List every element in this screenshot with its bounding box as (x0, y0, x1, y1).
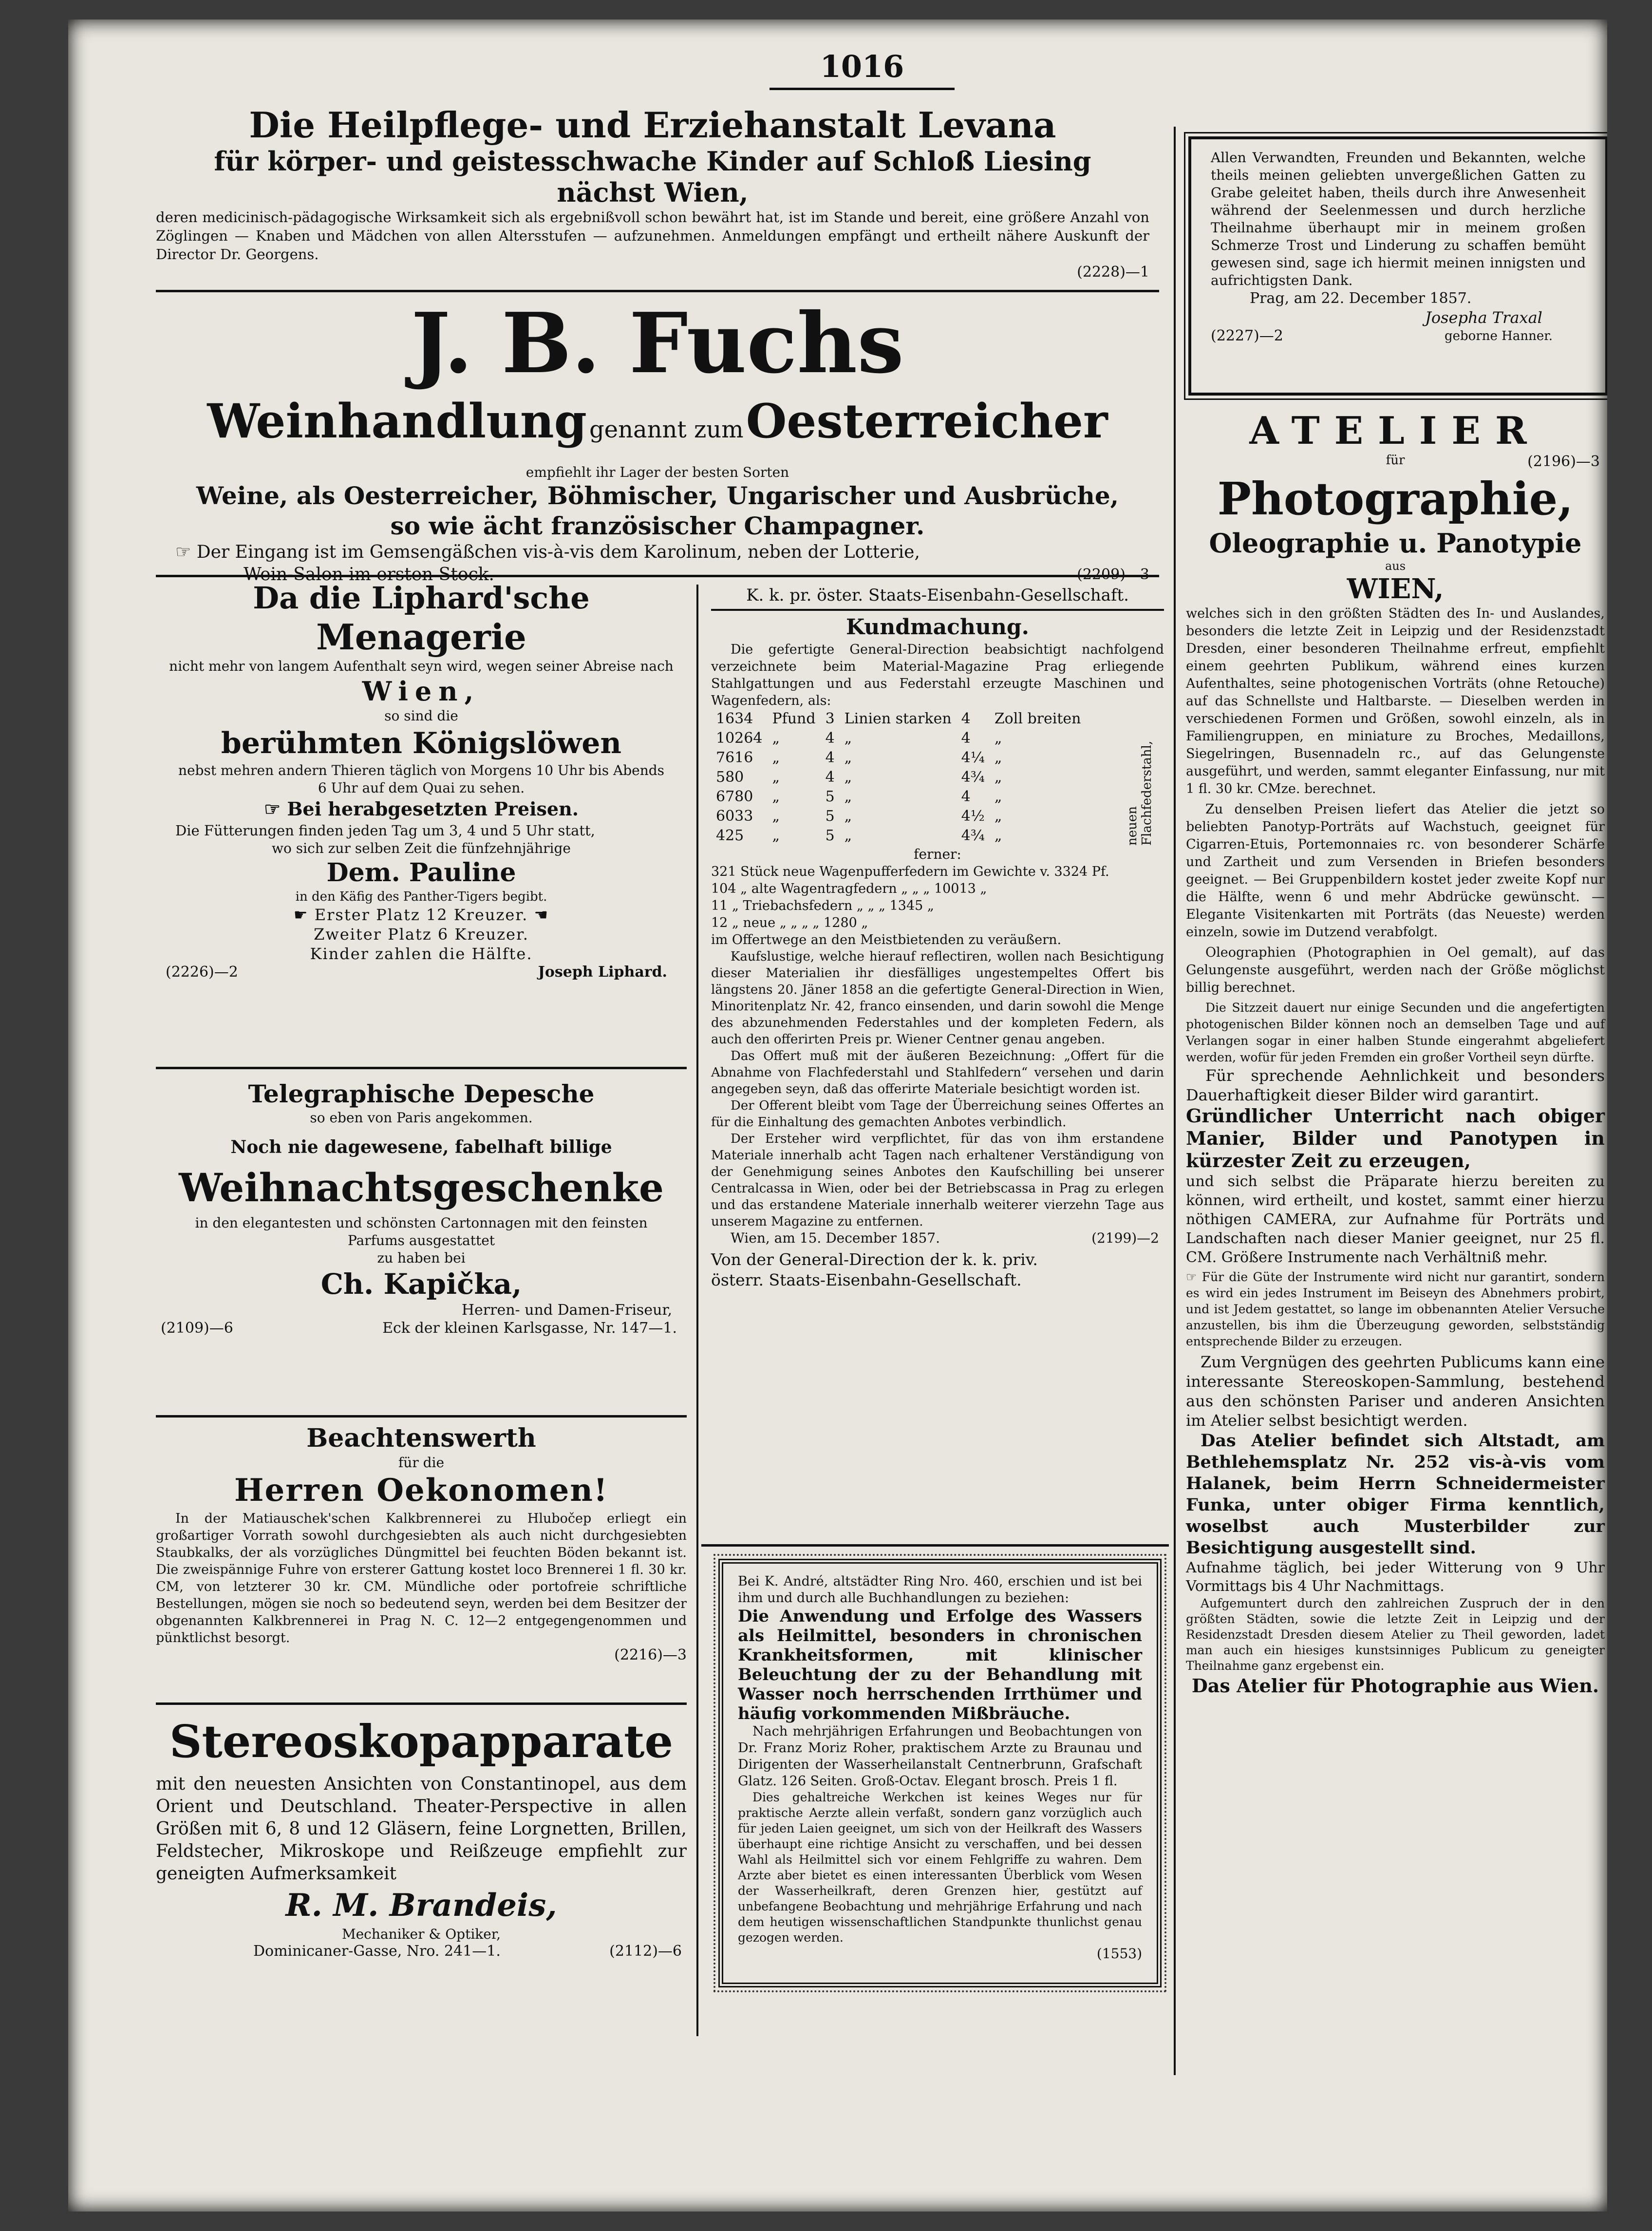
eisenbahn-ad (711, 585, 1164, 1290)
fuchs-title (156, 392, 1159, 464)
eisenbahn-weight-cell: 580 (716, 769, 744, 786)
divider (701, 1544, 1169, 1547)
levana-ad (156, 105, 1149, 281)
kapicka-t6: Eck der kleinen Karlsgasse, Nr. 147—1. (382, 1320, 677, 1337)
divider (156, 575, 1159, 577)
eisenbahn-table-wrap (711, 709, 1164, 846)
brandeis-body: mit den neuesten Ansichten von Constantinopel, aus dem Orient und Deutschland. Theater-Perspective in allen Größen mit 6, 8 und 12 Gläsern, feine Lorgnetten, Brillen, Feldstecher, Mikroskope und Reißzeuge empfiehlt zur geneigten Aufmerksamkeit (156, 1774, 687, 1884)
atelier-photographie: Photographie, (1217, 473, 1574, 525)
fuchs-title-b: genannt zum (589, 416, 744, 443)
menagerie-price1 (156, 905, 687, 925)
eisenbahn-lines-label-cell: „ (844, 788, 852, 805)
kapicka-h3: Ch. Kapička, (320, 1267, 522, 1301)
menagerie-t1: nicht mehr von langem Aufenthalt seyn wird, wegen seiner Abreise nach (169, 658, 674, 674)
kalk-body: In der Matiauschek'schen Kalkbrennerei zu Hlubočep erliegt ein großartiger Vorrath sowohl durchgesiebten als auch nicht durchgesiebten Staubkalks, der als vorzügliches Düngmittel bei feuchten Böden bekannt ist. Die zweispännige Fuhre von ersterer Gattung kostet loco Brennerei 1 fl. 30 kr. CM, von letzterer 30 kr. CM. Mündliche oder portofreie schriftliche Bestellungen, mögen sie noch so bedeutend seyn, werden bei dem Besitzer der obgenannten Kalkbrennerei in Prag N. C. 12—2 entgegengenommen und pünktlichst besorgt. (156, 1511, 687, 1645)
menagerie-ref: (2226)—2 (166, 964, 238, 981)
menagerie-t4 (156, 797, 687, 821)
atelier-p9: Zum Vergnügen des geehrten Publicums kann eine interessante Stereoskopen-Sammlung, bestehend aus den schönsten Pariser und anderen Ansichten im Atelier selbst besichtigt werden. (1186, 1353, 1605, 1430)
eisenbahn-f3: 11 „ Triebachsfedern „ „ „ 1345 „ (711, 898, 934, 913)
brandeis-h2: R. M. Brandeis, (285, 1887, 557, 1924)
andre-p1: Nach mehrjährigen Erfahrungen und Beobachtungen von Dr. Franz Moriz Roher, praktischem Arzte zu Braunau und Dirigenten der Wasserheilanstalt Centnerbrunn, Grafschaft Glatz. 126 Seiten. Groß-Octav. Elegant brosch. Preis 1 fl. (738, 1724, 1142, 1789)
traxal-maiden: geborne Hanner. (1445, 329, 1553, 343)
menagerie-t4-text: Bei herabgesetzten Preisen. (287, 798, 579, 820)
eisenbahn-row (711, 787, 1086, 807)
eisenbahn-f5: im Offertwege an den Meistbietenden zu veräußern. (711, 932, 1062, 947)
fuchs-title-a: Weinhandlung (207, 394, 587, 449)
menagerie-foot (156, 964, 687, 985)
eisenbahn-lines-cell: 5 (825, 808, 835, 825)
eisenbahn-width-cell: 4 (961, 710, 971, 727)
eisenbahn-weight-cell: 6033 (716, 808, 753, 825)
andre-title: Die Anwendung und Erfolge des Wassers als Heilmittel, besonders in chronischen Krankheitsformen, mit klinischer Beleuchtung der zu der Behandlung mit Wasser noch herrschenden Irrthümer und häufig vorkommenden Mißbräuche. (738, 1607, 1142, 1723)
eisenbahn-sign2: österr. Staats-Eisenbahn-Gesellschaft. (711, 1270, 1022, 1289)
eisenbahn-row (711, 729, 1086, 748)
traxal-ref: (2227)—2 (1211, 327, 1283, 344)
page-number-rule (770, 88, 955, 90)
eisenbahn-weight-cell: 6780 (716, 788, 753, 805)
menagerie-h3: Wien, (362, 676, 481, 707)
levana-body: deren medicinisch-pädagogische Wirksamkeit sich als ergebnißvoll schon bewährt hat, ist im Stande und bereit, eine größere Anzahl von Zöglingen — Knaben und Mädchen von allen Altersstufen — aufzunehmen. Anmeldungen empfängt und ertheilt nähere Auskunft der Director Dr. Georgens. (156, 209, 1149, 263)
menagerie-price3: Kinder zahlen die Hälfte. (310, 945, 533, 963)
eisenbahn-row (711, 807, 1086, 826)
pointing-hand-icon: ☞ (264, 798, 287, 820)
atelier-p2: Zu denselben Preisen liefert das Atelier die jetzt so beliebten Panotyp-Porträts auf Wachstuch, geeignet für Cigarren-Etuis, Portemonnaies rc. von besonderer Schärfe und Zartheit und zum Versenden in Briefen besonders geeignet. — Bei Gruppenbildern kostet jeder zweite Kopf nur die Hälfte, wenn 6 und mehr Abdrücke gewünscht. — Elegante Visitenkarten mit Porträts (das Neueste) werden einzeln, sowie im Dutzend verabfolgt. (1186, 802, 1605, 940)
eisenbahn-lines-cell: 4 (825, 769, 835, 786)
eisenbahn-row (711, 748, 1086, 768)
eisenbahn-width-label-cell: „ (994, 827, 1002, 844)
atelier-ref: (2196)—3 (1527, 453, 1600, 470)
eisenbahn-width-label-cell: „ (994, 788, 1002, 805)
eisenbahn-lines-cell: 4 (825, 749, 835, 766)
eisenbahn-f2: 104 „ alte Wagentragfedern „ „ „ 10013 „ (711, 881, 987, 896)
kapicka-h2: Weihnachtsgeschenke (179, 1165, 664, 1210)
eisenbahn-lines-label-cell: Linien starken (844, 710, 952, 727)
atelier-p12: Aufgemuntert durch den zahlreichen Zuspruch der in den größten Städten, sowie die letzte Zeit in Leipzig und der Residenzstadt Dresden diesem Atelier zu Theil geworden, ladet man auch ein hiesiges kunstsinniges Publicum zu geneigter Theilnahme ganz ergebenst ein. (1186, 1596, 1605, 1673)
kalk-h2: Herren Oekonomen! (234, 1472, 608, 1509)
menagerie-h4: berühmten Königslöwen (221, 726, 622, 760)
andre-intro: Bei K. André, altstädter Ring Nro. 460, erschien und ist bei ihm und durch alle Buchhandlungen zu beziehen: (738, 1574, 1142, 1606)
atelier-p4: Die Sitzzeit dauert nur einige Secunden und die angefertigten photogenischen Bilder können noch an demselben Tage und auf Verlangen sogar in einer halben Stunde eingerahmt abgeliefert werden, wofür für jeden Fremden ein großer Vortheil seyn dürfte. (1186, 1001, 1605, 1064)
kapicka-h1: Telegraphische Depesche (248, 1079, 595, 1108)
eisenbahn-width-label-cell: „ (994, 769, 1002, 786)
eisenbahn-h1: K. k. pr. öster. Staats-Eisenbahn-Gesellschaft. (746, 586, 1129, 605)
kalk-ref: (2216)—3 (614, 1646, 687, 1664)
fuchs-line4 (156, 541, 1159, 564)
atelier-p10: Das Atelier befindet sich Altstadt, am Bethlehemsplatz Nr. 252 vis-à-vis vom Halanek, beim Herrn Schneidermeister Funka, unter obiger Firma kenntlich, woselbst auch Musterbilder zur Besichtigung ausgestellt sind. (1186, 1431, 1605, 1558)
column-divider (696, 585, 698, 2036)
brandeis-foot (156, 1943, 687, 1962)
eisenbahn-f1: 321 Stück neue Wagenpufferfedern im Gewichte v. 3324 Pf. (711, 864, 1109, 879)
column-divider (1174, 127, 1176, 2075)
eisenbahn-table (711, 709, 1086, 846)
fuchs-line4-text: Der Eingang ist im Gemsengäßchen vis-à-vis dem Karolinum, neben der Lotterie, (196, 542, 920, 562)
eisenbahn-lines-cell: 3 (825, 710, 835, 727)
eisenbahn-lines-label-cell: „ (844, 808, 852, 825)
fuchs-line2: Weine, als Oesterreicher, Böhmischer, Ungarischer und Ausbrüche, (196, 481, 1119, 510)
eisenbahn-unit-cell: „ (772, 769, 780, 786)
eisenbahn-weight-cell: 10264 (716, 730, 763, 747)
divider (711, 609, 1164, 611)
atelier-p3: Oleographien (Photographien in Oel gemalt), auf das Gelungenste ausgeführt, werden nach der Größe möglichst billig berechnet. (1186, 945, 1605, 995)
atelier-p5: Für sprechende Aehnlichkeit und besonders Dauerhaftigkeit dieser Bilder wird garantirt. (1186, 1066, 1605, 1104)
divider (156, 290, 1159, 292)
eisenbahn-side: neuen Flachfederstahl, (1125, 740, 1154, 846)
brandeis-t2: Dominicaner-Gasse, Nro. 241—1. (253, 1943, 501, 1960)
eisenbahn-ferner: ferner: (914, 846, 961, 862)
divider (156, 1415, 687, 1418)
atelier-oleographie: Oleographie u. Panotypie (1209, 528, 1582, 559)
eisenbahn-h2: Kundmachung. (846, 615, 1029, 640)
kalk-h1: Beachtenswerth (306, 1423, 536, 1453)
eisenbahn-width-cell: 4½ (961, 808, 985, 825)
eisenbahn-row (711, 709, 1086, 729)
menagerie-t6: wo sich zur selben Zeit die fünfzehnjährige (272, 840, 571, 856)
eisenbahn-width-cell: 4¾ (961, 827, 985, 844)
eisenbahn-lines-cell: 5 (825, 788, 835, 805)
eisenbahn-lines-cell: 4 (825, 730, 835, 747)
atelier-p6: Gründlicher Unterricht nach obiger Manier, Bilder und Panotypen in kürzester Zeit zu erzeugen, (1186, 1105, 1605, 1172)
pointing-hand-icon: ☛ (293, 906, 315, 924)
atelier-p11: Aufnahme täglich, bei jeder Witterung von 9 Uhr Vormittags bis 4 Uhr Nachmittags. (1186, 1559, 1605, 1595)
eisenbahn-width-cell: 4¾ (961, 769, 985, 786)
eisenbahn-p4: Der Ersteher wird verpflichtet, für das von ihm erstandene Materiale innerhalb acht Tagen nach erhaltener Verständigung von der Genehmigung seines Anbotes den Kaufschilling bei unserer Centralcassa in Wien, oder bei der Betriebscassa in Prag zu erlegen und das erstandene Materiale innerhalb weiterer vierzehn Tage aus unserem Magazine zu entfernen. (711, 1132, 1164, 1229)
divider (156, 1702, 687, 1705)
eisenbahn-unit-cell: „ (772, 788, 780, 805)
kapicka-t1: so eben von Paris angekommen. (310, 1110, 533, 1126)
menagerie-price1-text: Erster Platz 12 Kreuzer. (314, 906, 528, 924)
levana-title: Die Heilpflege- und Erziehanstalt Levana (249, 104, 1056, 146)
eisenbahn-p1: Kaufslustige, welche hierauf reflectiren, wollen nach Besichtigung dieser Materialien ihr diesfälliges ungestempeltes Offert bis längstens 20. Jäner 1858 an die gefertigte General-Direction in Wien, Minoritenplatz Nr. 42, franco einsenden, und darin sowohl die Menge des abzunehmenden Federstahles und der kompleten Federn, als auch den offerirten Preis pr. Wiener Centner genau angeben. (711, 949, 1164, 1047)
andre-p2: Dies gehaltreiche Werkchen ist keines Weges nur für praktische Aerzte allein verfaßt, sondern ganz vorzüglich auch für jeden Laien geeignet, um sich von der Heilkraft des Wassers überhaupt eine richtige Ansicht zu verschaffen, und bei dessen Wahl als Heilmittel sich vor einem Fehlgriffe zu wahren. Dem Arzte aber bietet es einen interessanten Überblick vom Wesen der Wasserheilkraft, deren Grenzen hier, gestützt auf unbefangene Beobachtung und mehrjährige Erfahrung und nach dem heutigen wissenschaftlichen Standpunkte thunlichst genau gezogen werden. (738, 1790, 1142, 1945)
eisenbahn-ref: (2199)—2 (1091, 1230, 1159, 1246)
pointing-hand-icon: ☞ (175, 542, 197, 562)
eisenbahn-width-cell: 4 (961, 788, 971, 805)
menagerie-ad (156, 580, 687, 985)
eisenbahn-p2: Das Offert muß mit der äußeren Bezeichnung: „Offert für die Abnahme von Flachfederstahl und Stahlfedern“ versehen und darin angegeben seyn, daß das offerirte Materiale besichtigt worden ist. (711, 1049, 1164, 1097)
traxal-date: Prag, am 22. December 1857. (1250, 290, 1472, 307)
eisenbahn-lines-label-cell: „ (844, 730, 852, 747)
eisenbahn-lines-label-cell: „ (844, 769, 852, 786)
eisenbahn-p3: Der Offerent bleibt vom Tage der Überreichung seines Offertes an für die Einhaltung des gemachten Anbotes verbindlich. (711, 1098, 1164, 1130)
kalk-t1: für die (398, 1455, 445, 1471)
levana-ref: (2228)—1 (1077, 264, 1149, 281)
fuchs-line3: so wie ächt französischer Champagner. (390, 511, 925, 540)
brandeis-ad (156, 1710, 687, 1962)
fuchs-title-c: Oesterreicher (746, 394, 1108, 449)
kalk-ad (156, 1422, 687, 1664)
atelier-ad (1186, 409, 1605, 1698)
brandeis-h1: Stereoskopapparate (169, 1715, 674, 1768)
eisenbahn-date-row (711, 1230, 1164, 1249)
eisenbahn-weight-cell: 425 (716, 827, 744, 844)
atelier-p7: und sich selbst die Präparate hierzu bereiten zu können, wird ertheilt, und kostet, sammt einer hierzu nöthigen CAMERA, zur Aufnahme für Porträts und Landschaften nach dieser Manier geeignet, nur 25 fl. CM. Größere Instrumente nach Verhältniß mehr. (1186, 1173, 1605, 1266)
eisenbahn-width-label-cell: Zoll breiten (994, 710, 1081, 727)
eisenbahn-lines-cell: 5 (825, 827, 835, 844)
fuchs-line1: empfiehlt ihr Lager der besten Sorten (526, 464, 789, 480)
menagerie-h2: Menagerie (316, 616, 526, 658)
menagerie-h5: Dem. Pauline (326, 858, 516, 888)
kapicka-ad (156, 1079, 687, 1339)
eisenbahn-f4: 12 „ neue „ „ „ „ 1280 „ (711, 915, 868, 930)
atelier-fuer: für (1386, 453, 1405, 468)
menagerie-t7: in den Käfig des Panther-Tigers begibt. (295, 889, 547, 904)
atelier-fuer-row (1186, 453, 1605, 471)
kapicka-t2: Noch nie dagewesene, fabelhaft billige (230, 1137, 612, 1157)
atelier-wien: WIEN, (1347, 573, 1444, 605)
eisenbahn-date: Wien, am 15. December 1857. (731, 1230, 940, 1246)
levana-subtitle: für körper- und geistesschwache Kinder auf Schloß Liesing (214, 146, 1091, 177)
traxal-notice (1188, 136, 1607, 396)
divider (156, 1067, 687, 1069)
eisenbahn-unit-cell: „ (772, 730, 780, 747)
atelier-p8-text: Für die Güte der Instrumente wird nicht nur garantirt, sondern es wird ein jedes Instrument im Beiseyn des Abnehmers probirt, und ist Jedem gestattet, so lange im obbenannten Atelier Versuche anzustellen, bis ihm die Überzeugung geworden, selbstständig entsprechende Bilder zu erzeugen. (1186, 1270, 1605, 1348)
eisenbahn-width-cell: 4¼ (961, 749, 985, 766)
fuchs-name: J. B. Fuchs (411, 295, 904, 392)
atelier-heading: ATELIER (1249, 409, 1541, 453)
menagerie-t2: so sind die (384, 708, 458, 724)
brandeis-t1: Mechaniker & Optiker, (341, 1926, 501, 1942)
eisenbahn-unit-cell: „ (772, 827, 780, 844)
atelier-p1: welches sich in den größten Städten des In- und Auslandes, besonders die letzte Zeit in Leipzig und der Residenzstadt Dresden, einer besonderen Theilnahme erfreut, empfiehlt einem geehrten Publikum, während eines kurzen Aufenthaltes, seine photogenischen Vorträts (ohne Retouche) auf das Schnellste und Haltbarste. — Dieselben werden in verschiedenen Formen und Größen, sowohl einzeln, als in Familiengruppen, en miniature zu Broches, Medaillons, Siegelringen, Busennadeln rc., auf das Gelungenste ausgeführt, und werden, sammt eleganter Einfassung, nur mit 1 fl. 30 kr. CMze. berechnet. (1186, 606, 1605, 796)
andre-ref: (1553) (1096, 1946, 1142, 1962)
eisenbahn-lines-label-cell: „ (844, 827, 852, 844)
eisenbahn-width-label-cell: „ (994, 808, 1002, 825)
eisenbahn-width-cell: 4 (961, 730, 971, 747)
pointing-hand-icon: ☞ (1186, 1270, 1202, 1284)
newspaper-page (68, 19, 1607, 2212)
eisenbahn-sign1: Von der General-Direction der k. k. priv. (711, 1250, 1038, 1269)
kapicka-t4: zu haben bei (377, 1250, 466, 1266)
eisenbahn-width-label-cell: „ (994, 749, 1002, 766)
levana-location: nächst Wien, (557, 177, 749, 208)
menagerie-h1: Da die Liphard'sche (253, 580, 590, 616)
kapicka-foot (156, 1320, 687, 1339)
eisenbahn-row (711, 826, 1086, 846)
eisenbahn-unit-cell: Pfund (772, 710, 816, 727)
brandeis-ref: (2112)—6 (609, 1943, 682, 1960)
atelier-sign: Das Atelier für Photographie aus Wien. (1191, 1675, 1599, 1697)
kapicka-t5: Herren- und Damen-Friseur, (461, 1302, 672, 1319)
eisenbahn-row (711, 768, 1086, 787)
menagerie-sign: Joseph Liphard. (538, 964, 667, 981)
traxal-maiden-row (1191, 327, 1605, 345)
eisenbahn-intro: Die gefertigte General-Direction beabsichtigt nachfolgend verzeichnete beim Material-Magazine Prag erliegende Stahlgattungen und aus Federstahl erzeugte Maschinen und Wagenfedern, als: (711, 642, 1164, 708)
eisenbahn-unit-cell: „ (772, 749, 780, 766)
eisenbahn-weight-cell: 1634 (716, 710, 753, 727)
fuchs-ad (156, 295, 1159, 586)
eisenbahn-width-label-cell: „ (994, 730, 1002, 747)
page-number: 1016 (820, 49, 904, 84)
eisenbahn-weight-cell: 7616 (716, 749, 753, 766)
traxal-body: Allen Verwandten, Freunden und Bekannten, welche theils meinen geliebten unvergeßlichen Gatten zu Grabe geleitet haben, theils durch ihre Anwesenheit während der Seelenmessen und durch herzliche Theilnahme überhaupt mir in meinem großen Schmerze Trost und Linderung zu schaffen bemüht gewesen sind, sage ich hiermit meinen innigsten und aufrichtigsten Dank. (1211, 150, 1586, 288)
traxal-signature: Josepha Traxal (1425, 308, 1542, 327)
andre-ad (718, 1559, 1162, 1987)
menagerie-t5: Die Fütterungen finden jeden Tag um 3, 4 und 5 Uhr statt, (175, 822, 595, 839)
eisenbahn-unit-cell: „ (772, 808, 780, 825)
menagerie-price2: Zweiter Platz 6 Kreuzer. (314, 925, 529, 944)
atelier-aus: aus (1385, 559, 1406, 573)
kapicka-ref: (2109)—6 (161, 1320, 233, 1337)
kapicka-t3: in den elegantesten und schönsten Cartonnagen mit den feinsten Parfums ausgestattet (195, 1215, 648, 1248)
pointing-hand-icon: ☚ (528, 906, 549, 924)
menagerie-t3: nebst mehren andern Thieren täglich von Morgens 10 Uhr bis Abends 6 Uhr auf dem Quai zu sehen. (178, 762, 665, 796)
eisenbahn-lines-label-cell: „ (844, 749, 852, 766)
atelier-p8 (1186, 1269, 1605, 1349)
